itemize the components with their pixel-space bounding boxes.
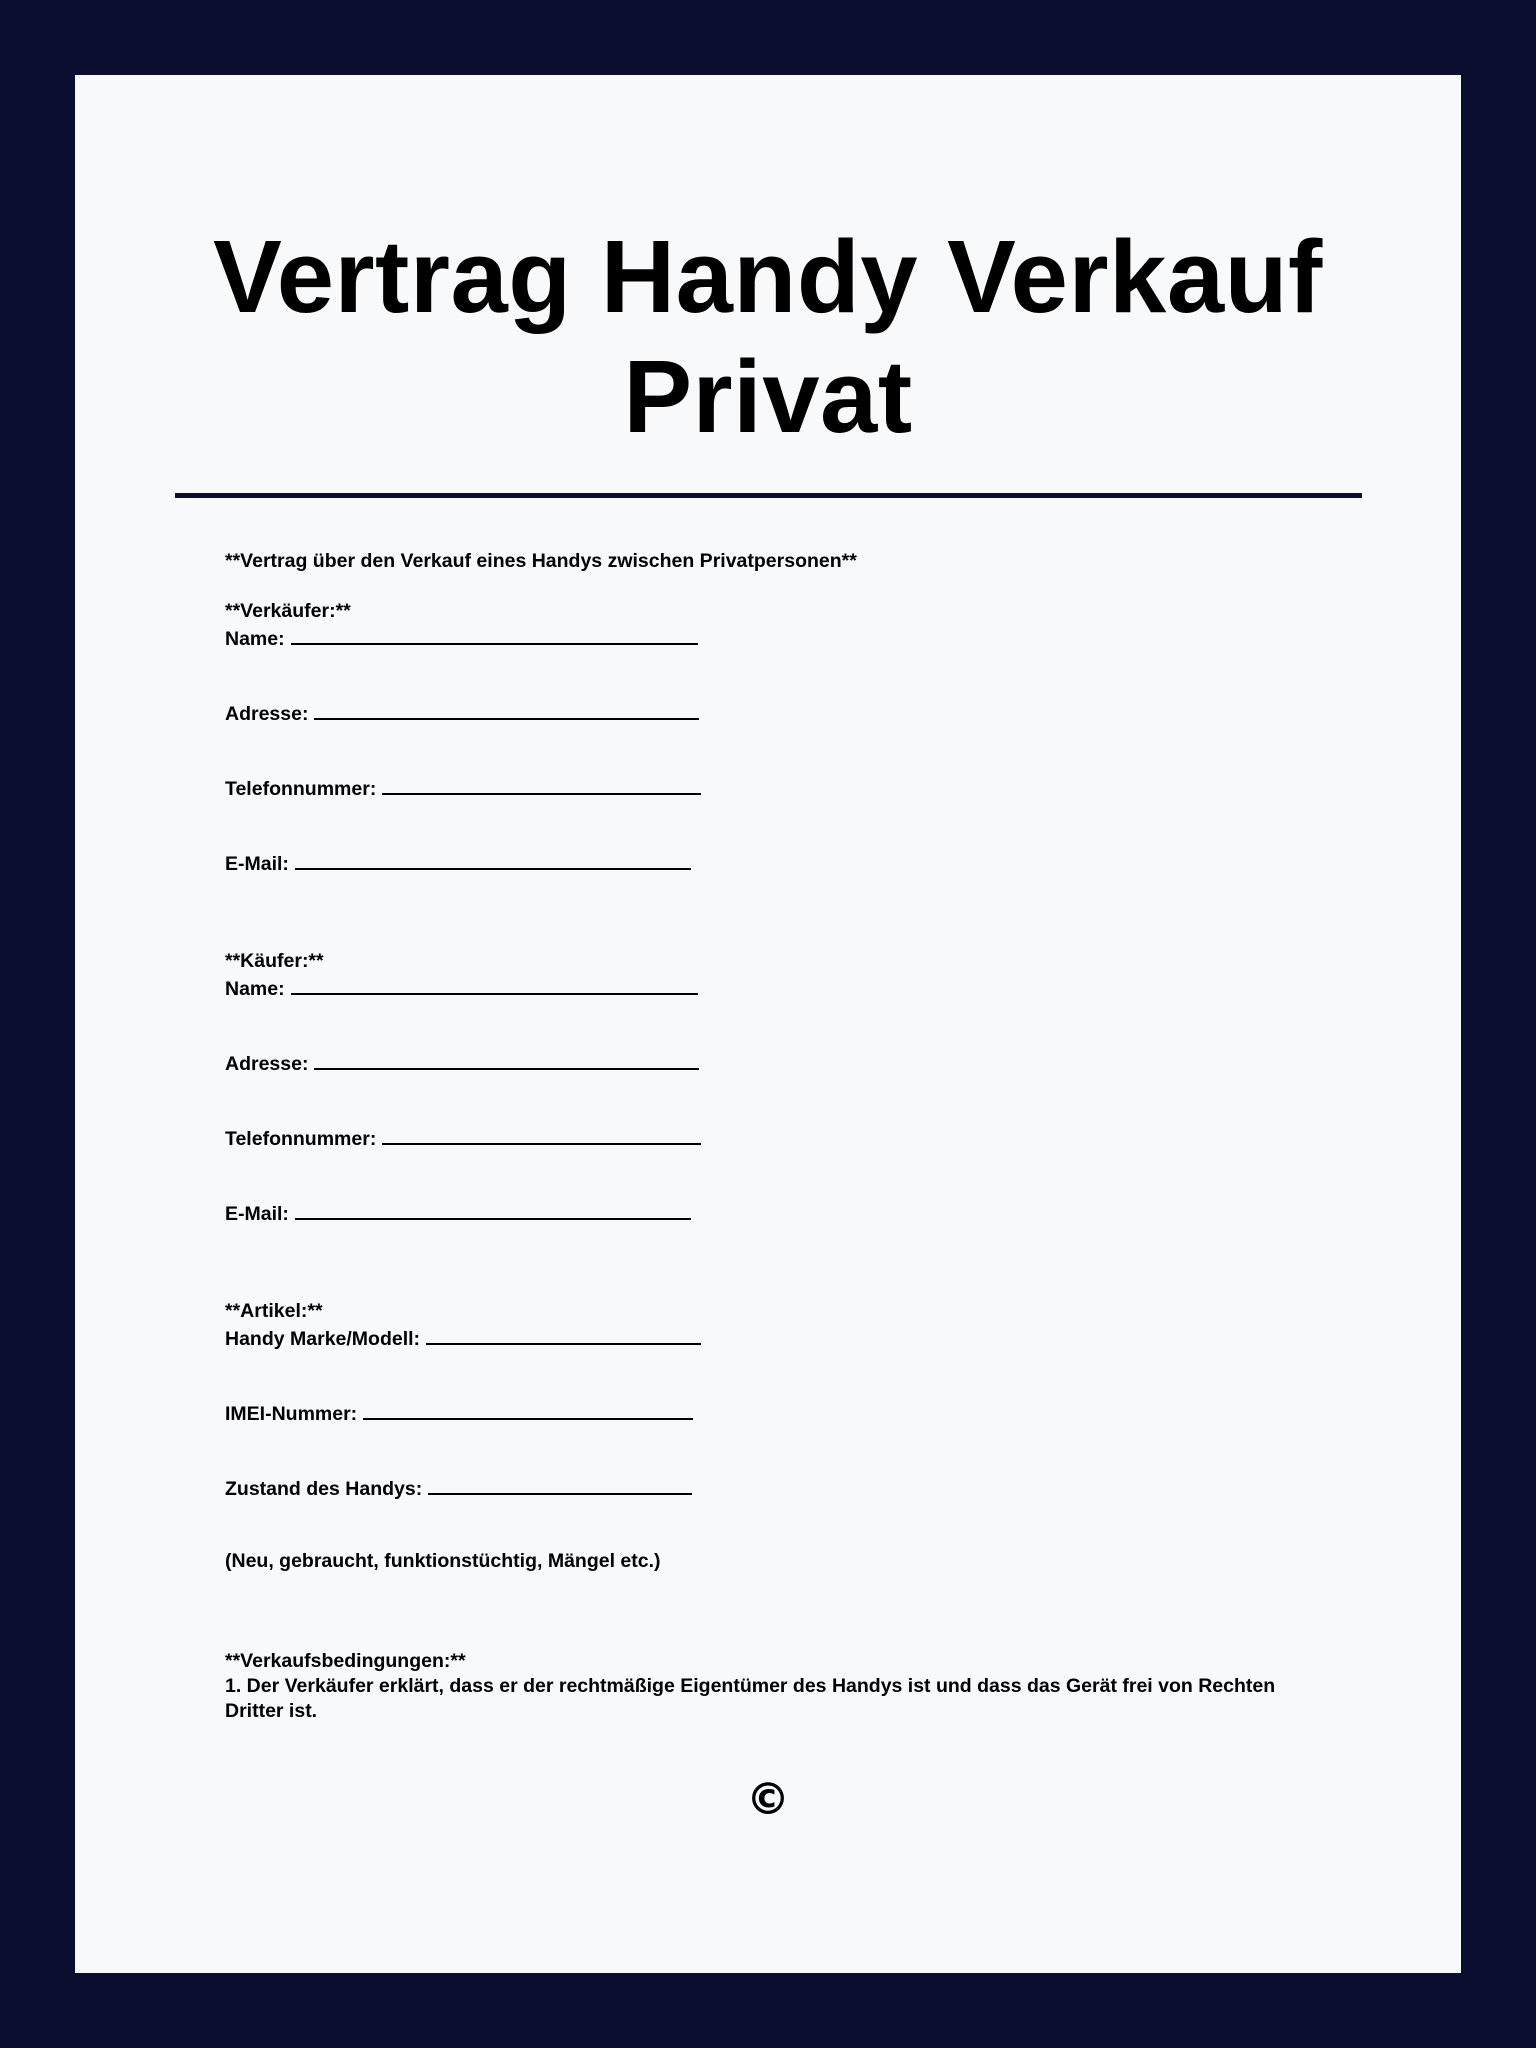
article-condition-label: Zustand des Handys: xyxy=(225,1478,423,1500)
buyer-phone-field[interactable] xyxy=(382,1124,701,1145)
title-line-2: Privat xyxy=(623,339,913,454)
seller-address-row xyxy=(225,699,699,727)
seller-phone-row xyxy=(225,774,701,802)
document-title xyxy=(0,217,1536,457)
seller-heading: **Verkäufer:** xyxy=(225,600,351,622)
article-imei-row xyxy=(225,1399,693,1427)
buyer-address-field[interactable] xyxy=(314,1049,699,1070)
seller-name-field[interactable] xyxy=(291,624,698,645)
seller-address-field[interactable] xyxy=(314,699,699,720)
article-heading: **Artikel:** xyxy=(225,1300,323,1322)
buyer-phone-label: Telefonnummer: xyxy=(225,1128,377,1150)
buyer-name-row xyxy=(225,974,698,1002)
seller-name-row xyxy=(225,624,698,652)
seller-name-label: Name: xyxy=(225,628,285,650)
seller-phone-field[interactable] xyxy=(382,774,701,795)
buyer-heading: **Käufer:** xyxy=(225,950,324,972)
seller-phone-label: Telefonnummer: xyxy=(225,778,377,800)
article-imei-field[interactable] xyxy=(363,1399,693,1420)
seller-email-field[interactable] xyxy=(295,849,691,870)
seller-email-label: E-Mail: xyxy=(225,853,289,875)
buyer-phone-row xyxy=(225,1124,701,1152)
article-model-label: Handy Marke/Modell: xyxy=(225,1328,421,1350)
article-model-field[interactable] xyxy=(426,1324,701,1345)
document-page xyxy=(75,75,1461,1973)
buyer-name-field[interactable] xyxy=(291,974,698,995)
buyer-name-label: Name: xyxy=(225,978,285,1000)
contract-intro: **Vertrag über den Verkauf eines Handys zwischen Privatpersonen** xyxy=(225,550,857,572)
buyer-address-label: Adresse: xyxy=(225,1053,309,1075)
title-line-1: Vertrag Handy Verkauf xyxy=(213,219,1323,334)
seller-address-label: Adresse: xyxy=(225,703,309,725)
article-condition-field[interactable] xyxy=(428,1474,692,1495)
terms-heading: **Verkaufsbedingungen:** xyxy=(225,1650,466,1672)
article-model-row xyxy=(225,1324,701,1352)
buyer-address-row xyxy=(225,1049,699,1077)
buyer-email-field[interactable] xyxy=(295,1199,691,1220)
buyer-email-label: E-Mail: xyxy=(225,1203,289,1225)
title-divider xyxy=(175,493,1362,498)
buyer-email-row xyxy=(225,1199,691,1227)
copyright-icon: © xyxy=(746,1774,790,1825)
article-condition-row xyxy=(225,1474,692,1502)
article-imei-label: IMEI-Nummer: xyxy=(225,1403,358,1425)
seller-email-row xyxy=(225,849,691,877)
terms-item-1: 1. Der Verkäufer erklärt, dass er der rechtmäßige Eigentümer des Handys ist und dass das Gerät frei von Rechten Dritter ist. xyxy=(225,1675,1276,1722)
article-condition-hint: (Neu, gebraucht, funktionstüchtig, Mängel etc.) xyxy=(225,1550,661,1572)
